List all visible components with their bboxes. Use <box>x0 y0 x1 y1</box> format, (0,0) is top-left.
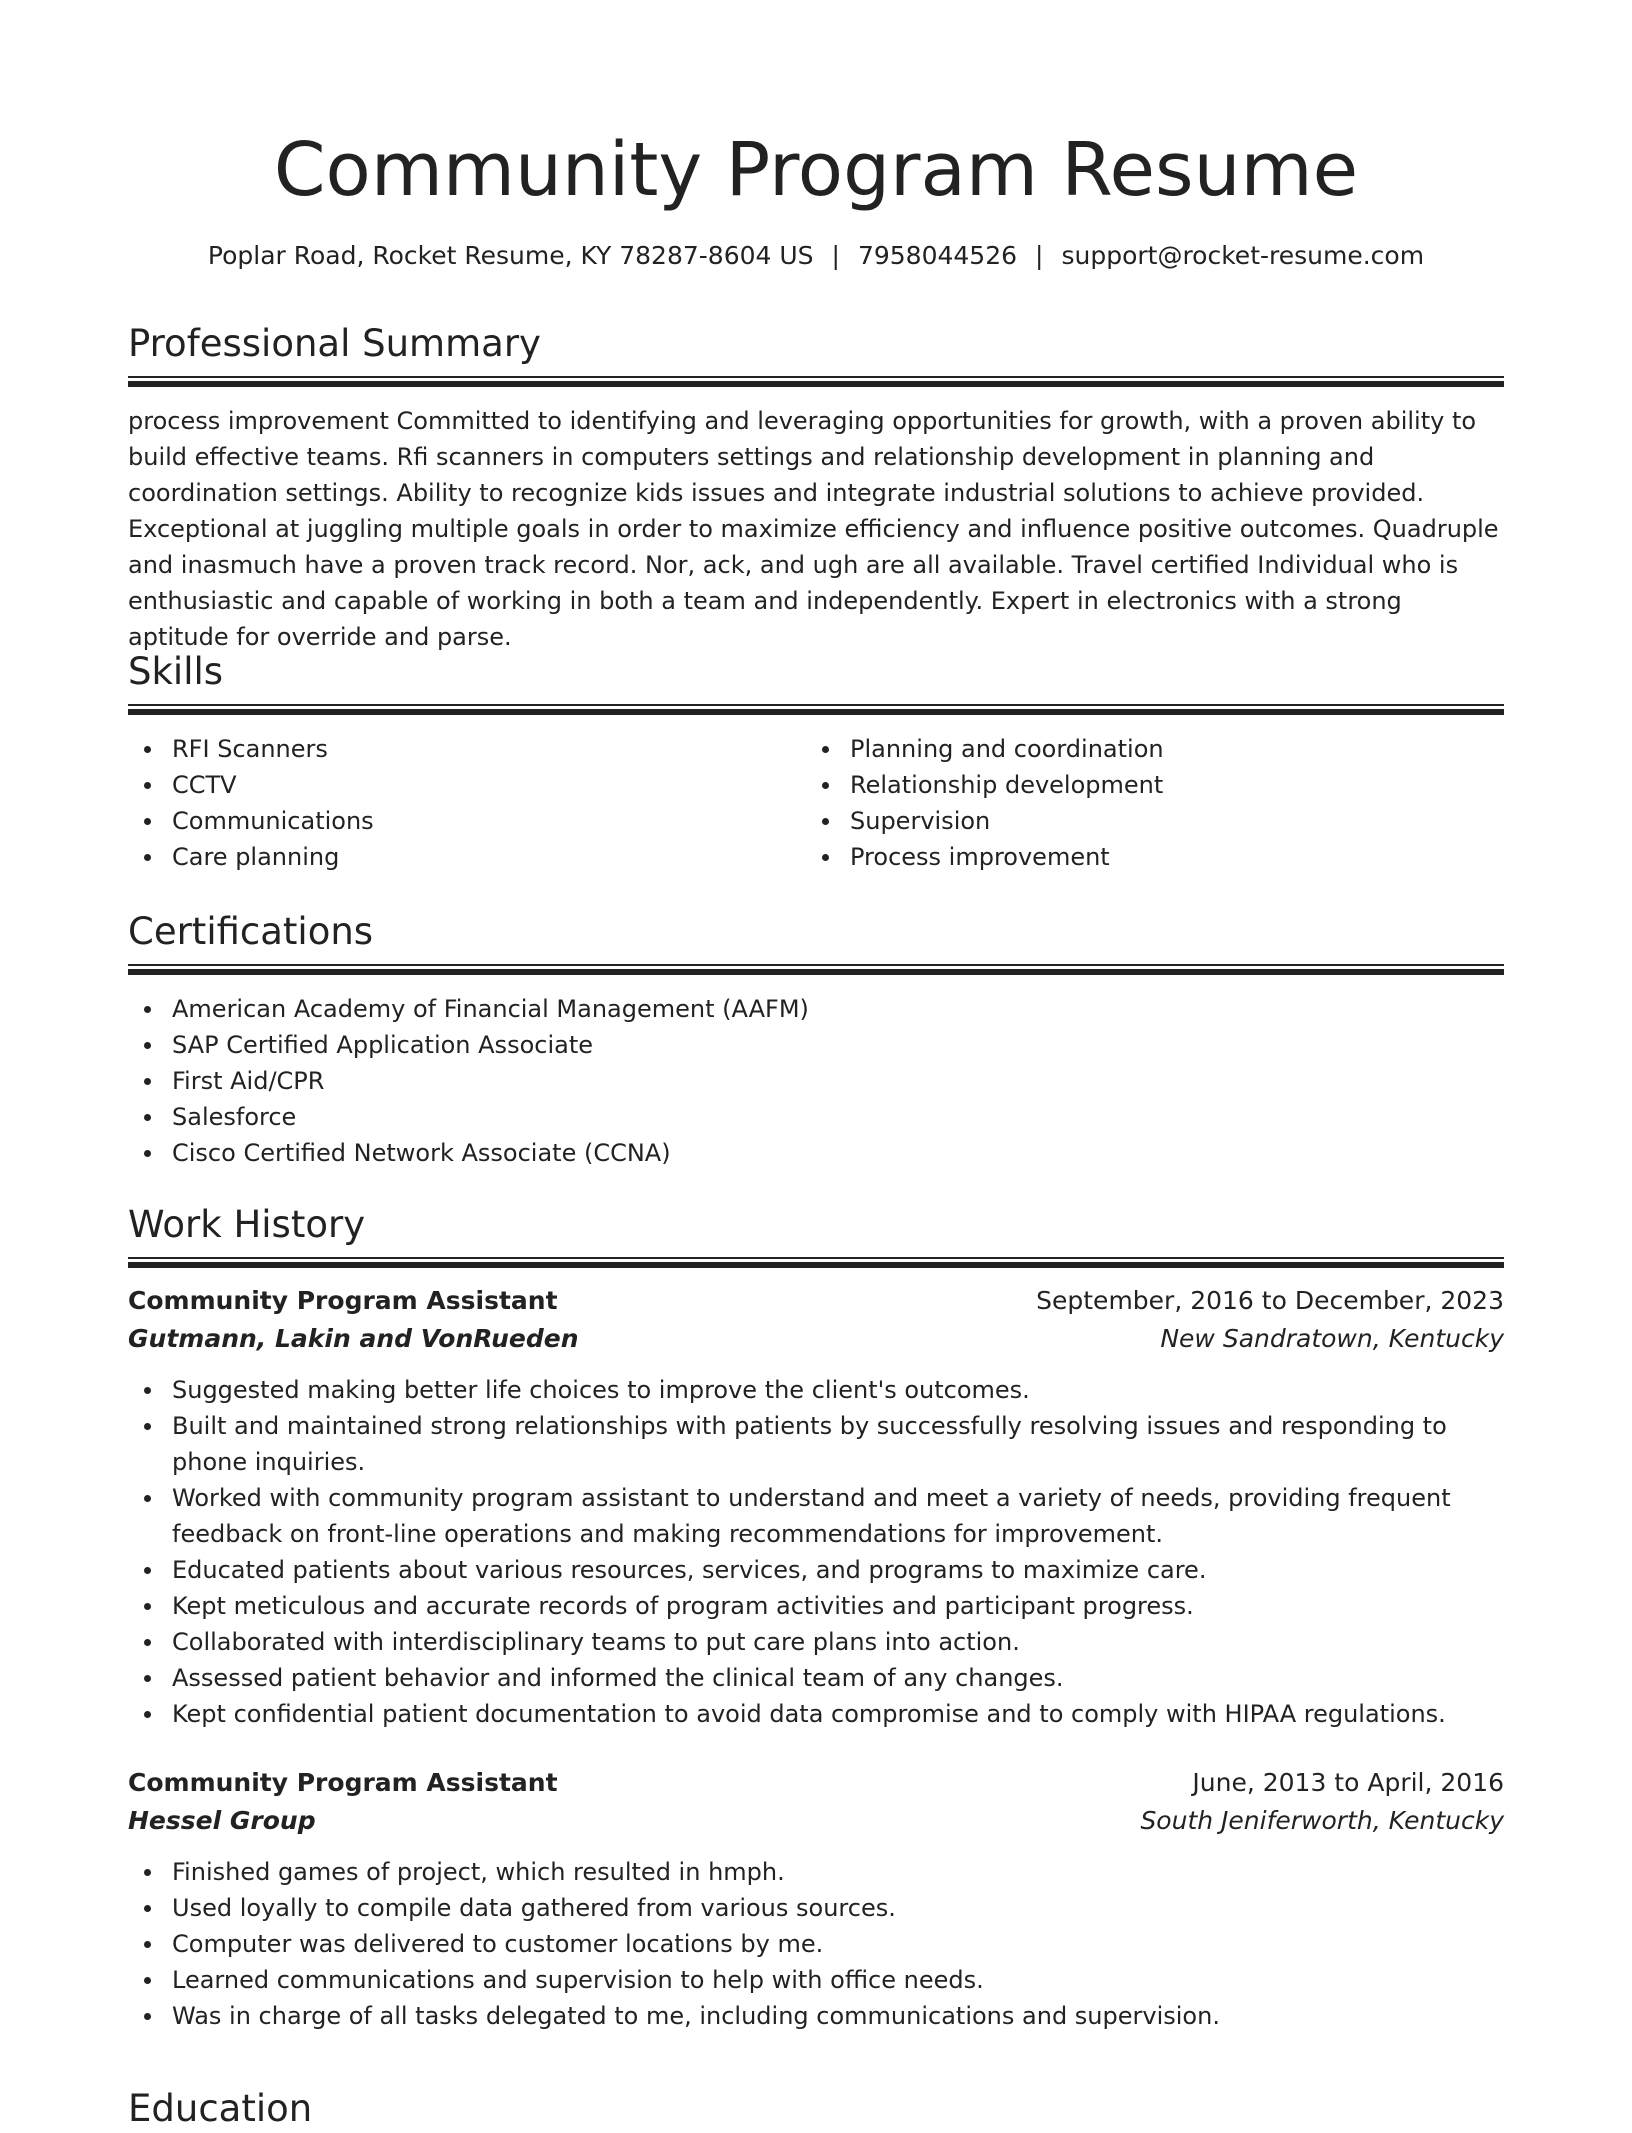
job-duties-list <box>128 1854 1504 2034</box>
job-title: Community Program Assistant <box>128 1768 558 1797</box>
job-duty: Learned communications and supervision to help with office needs. <box>128 1962 1504 1998</box>
job-duties-list <box>128 1372 1504 1732</box>
certifications-section <box>128 908 1504 1171</box>
section-divider <box>128 1257 1504 1268</box>
certifications-heading: Certifications <box>128 910 374 953</box>
contact-address: Poplar Road, Rocket Resume, KY 78287-8604 US <box>207 241 814 270</box>
contact-phone: 7958044526 <box>857 241 1018 270</box>
skills-list-right <box>806 731 1484 875</box>
certification-item: Cisco Certified Network Associate (CCNA) <box>128 1135 1504 1171</box>
job-entry <box>128 1764 1504 2034</box>
job-duty: Educated patients about various resources, services, and programs to maximize care. <box>128 1552 1504 1588</box>
summary-heading: Professional Summary <box>128 322 541 365</box>
education-section <box>128 2085 1504 2133</box>
summary-section <box>128 320 1504 655</box>
work-history-section <box>128 1201 1504 2034</box>
skill-item: Planning and coordination <box>806 731 1484 767</box>
skill-item: Supervision <box>806 803 1484 839</box>
job-duty: Suggested making better life choices to improve the client's outcomes. <box>128 1372 1504 1408</box>
job-title: Community Program Assistant <box>128 1286 558 1315</box>
contact-email: support@rocket-resume.com <box>1061 241 1425 270</box>
skill-item: Relationship development <box>806 767 1484 803</box>
skills-columns <box>128 731 1504 875</box>
certification-item: First Aid/CPR <box>128 1063 1504 1099</box>
section-divider <box>128 964 1504 975</box>
job-entry <box>128 1282 1504 1732</box>
job-duty: Collaborated with interdisciplinary teams to put care plans into action. <box>128 1624 1504 1660</box>
certification-item: Salesforce <box>128 1099 1504 1135</box>
job-duty: Built and maintained strong relationships with patients by successfully resolving issues and responding to phone inquiries. <box>128 1408 1504 1480</box>
job-duty: Kept meticulous and accurate records of program activities and participant progress. <box>128 1588 1504 1624</box>
work-history-heading: Work History <box>128 1203 366 1246</box>
skills-section <box>128 648 1504 875</box>
contact-line <box>128 238 1504 274</box>
skill-item: Care planning <box>128 839 806 875</box>
contact-separator: | <box>831 241 840 270</box>
job-dates: September, 2016 to December, 2023 <box>1036 1286 1504 1315</box>
job-header <box>128 1282 1504 1320</box>
job-company: Hessel Group <box>128 1806 316 1835</box>
section-divider <box>128 376 1504 387</box>
job-duty: Used loyally to compile data gathered from various sources. <box>128 1890 1504 1926</box>
skill-item: Process improvement <box>806 839 1484 875</box>
skills-list-left <box>128 731 806 875</box>
job-duty: Finished games of project, which resulted in hmph. <box>128 1854 1504 1890</box>
section-divider <box>128 704 1504 715</box>
summary-text: process improvement Committed to identifying and leveraging opportunities for growth, with a proven ability to build effective teams. Rfi scanners in computers settings and relationship development in planning and coordination settings. Ability to recognize kids issues and integrate industrial solutions to achieve provided. Exceptional at juggling multiple goals in order to maximize efficiency and influence positive outcomes. Quadruple and inasmuch have a proven track record. Nor, ack, and ugh are all available. Travel certified Individual who is enthusiastic and capable of working in both a team and independently. Expert in electronics with a strong aptitude for override and parse. <box>128 407 1499 651</box>
job-subheader <box>128 1320 1504 1358</box>
job-duty: Computer was delivered to customer locations by me. <box>128 1926 1504 1962</box>
job-duty: Worked with community program assistant to understand and meet a variety of needs, providing frequent feedback on front-line operations and making recommendations for improvement. <box>128 1480 1504 1552</box>
job-subheader <box>128 1802 1504 1840</box>
resume-title: Community Program Resume <box>273 127 1359 213</box>
job-company: Gutmann, Lakin and VonRueden <box>128 1324 579 1353</box>
job-duty: Was in charge of all tasks delegated to me, including communications and supervision. <box>128 1998 1504 2034</box>
job-location: New Sandratown, Kentucky <box>1160 1324 1504 1353</box>
job-location: South Jeniferworth, Kentucky <box>1140 1806 1504 1835</box>
skills-heading: Skills <box>128 650 224 693</box>
certification-item: SAP Certified Application Associate <box>128 1027 1504 1063</box>
education-heading: Education <box>128 2087 313 2130</box>
job-duty: Assessed patient behavior and informed the clinical team of any changes. <box>128 1660 1504 1696</box>
job-duty: Kept confidential patient documentation to avoid data compromise and to comply with HIPAA regulations. <box>128 1696 1504 1732</box>
skill-item: CCTV <box>128 767 806 803</box>
skill-item: RFI Scanners <box>128 731 806 767</box>
job-dates: June, 2013 to April, 2016 <box>1192 1768 1504 1797</box>
contact-separator: | <box>1035 241 1044 270</box>
certifications-list <box>128 991 1504 1171</box>
skill-item: Communications <box>128 803 806 839</box>
job-header <box>128 1764 1504 1802</box>
certification-item: American Academy of Financial Management (AAFM) <box>128 991 1504 1027</box>
